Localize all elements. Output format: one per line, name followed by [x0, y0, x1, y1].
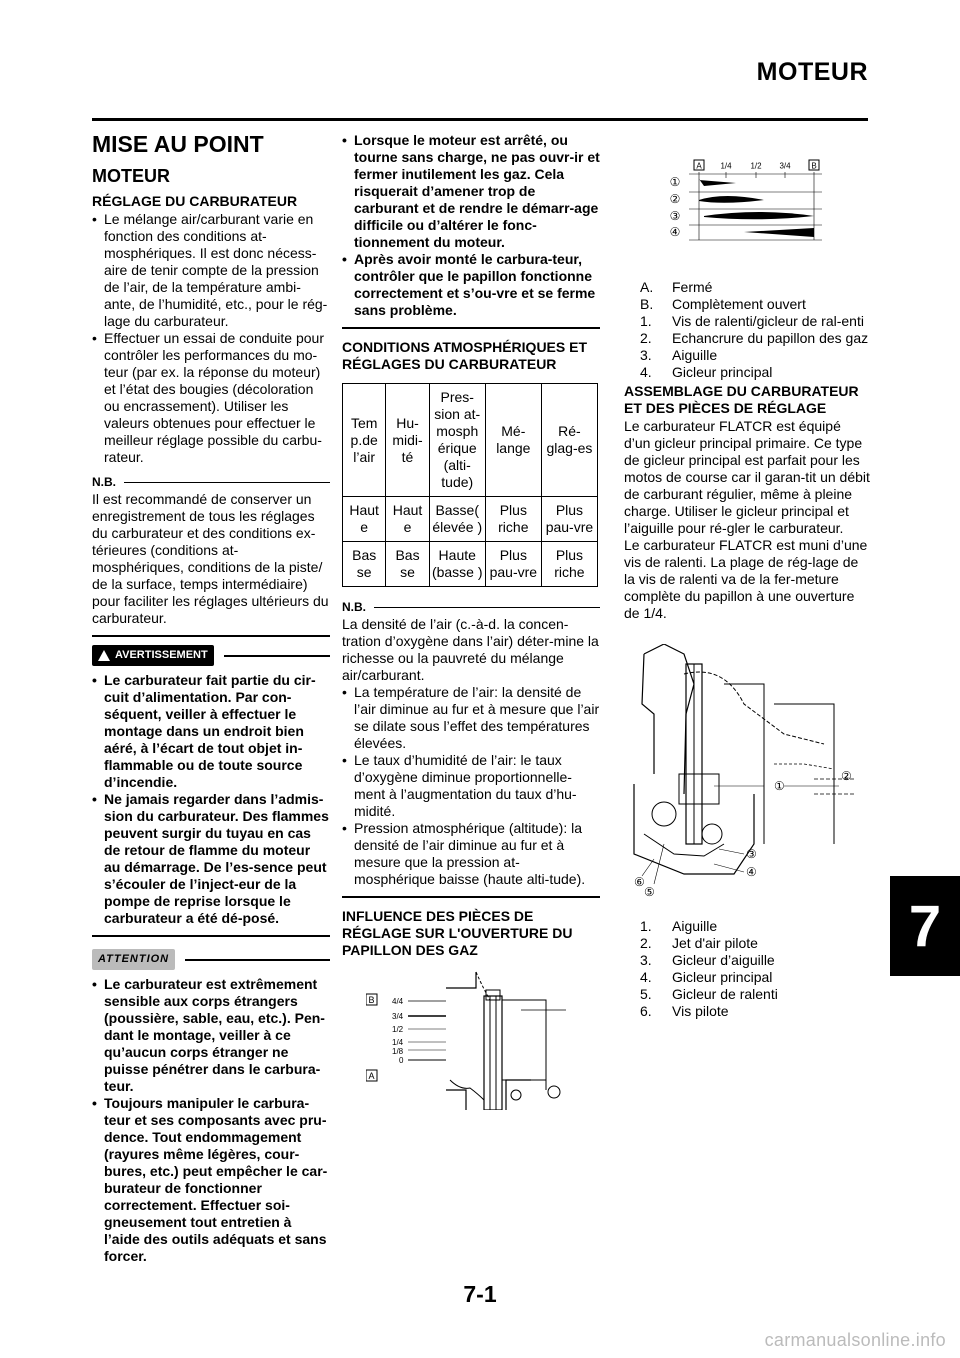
- table-header-cell: Tem p.de l’air: [343, 384, 386, 497]
- list-item: • Lorsque le moteur est arrêté, ou tourne sans charge, ne pas ouvr-ir et fermer inutilement les gaz. Cela risquerait d’amener trop de carburant et de rendre le démarr-age difficile ou d’altérer le fonc-tionnement du moteur.: [342, 132, 600, 251]
- chart-bar-pilot: [699, 179, 736, 186]
- nb-heading: [92, 474, 330, 491]
- divider: [342, 327, 600, 329]
- attention-heading: [92, 949, 330, 970]
- column-middle: [342, 128, 600, 1114]
- list-item: • Après avoir monté le carbura-teur, contrôler que le papillon fonctionne correctement et s’ou-vre et se ferme sans problème.: [342, 251, 600, 319]
- table-cell: Haut e: [343, 497, 386, 542]
- legend-item: B. Complètement ouvert: [640, 296, 806, 312]
- callout-5: ⑤: [644, 885, 655, 899]
- table-header-row: [343, 384, 598, 497]
- nb-heading: [342, 599, 600, 616]
- chart-legend: [640, 279, 870, 381]
- chart-row-label: ②: [669, 192, 681, 206]
- list-item: 1. Aiguille: [640, 918, 718, 934]
- legend-item: 2. Echancrure du papillon des gaz: [640, 330, 869, 346]
- list-item: • Le carburateur est extrêmement sensible aux corps étrangers (poussière, sable, eau, etc.). Pen-dant le montage, veiller à ce qu’aucun corps étranger ne puisse pénétrer dans le carbura-teur.: [92, 976, 330, 1095]
- table-cell: Bas se: [386, 542, 429, 587]
- nb-label: N.B.: [92, 475, 116, 489]
- table-cell: Plus pau-vre: [485, 542, 541, 587]
- parts-list: [640, 918, 870, 1020]
- callout-6: ⑥: [634, 875, 645, 889]
- callout-3: ③: [746, 847, 757, 861]
- header-title: MOTEUR: [756, 58, 868, 86]
- table-header-cell: Mé-lange: [485, 384, 541, 497]
- watermark: carmanualsonline.info: [764, 1330, 946, 1350]
- column-left: [92, 128, 330, 1265]
- subsection-title: MOTEUR: [92, 166, 170, 186]
- chart-tick-label: 1/2: [750, 161, 762, 171]
- nb-label: N.B.: [342, 600, 366, 614]
- assembly-paragraph: Le carburateur FLATCR est muni d’une vis de ralenti. La plage de rég-lage de la vis de ralenti va de la fer-meture complète du papillon à une ouverture de 1/4.: [624, 537, 868, 621]
- table-cell: Haute (basse ): [429, 542, 485, 587]
- warning-triangle-icon: [98, 650, 110, 661]
- adjustment-range-chart: [664, 158, 884, 253]
- carburetor-diagram: [624, 644, 854, 904]
- scale-label: 3/4: [392, 1012, 404, 1021]
- list-item: • Le mélange air/carburant varie en fonction des conditions at-mosphériques. Il est donc nécess-aire de tenir compte de la pression de l’air, de la température ambi-ante, de l’humidité, etc., pour le rég-lage du carburateur.: [92, 211, 330, 330]
- scale-label: 1/4: [392, 1038, 404, 1047]
- intro-list: [92, 211, 330, 466]
- table-cell: Plus riche: [541, 542, 597, 587]
- chart-letter-b: B: [811, 161, 817, 171]
- list-item: • Effectuer un essai de conduite pour contrôler les performances du mo-teur (par ex. la réponse du moteur) et l’état des bougies (décoloration ou encrassement). Utiliser les valeurs obtenues pour effectuer le meilleur réglage possible du carbu-rateur.: [92, 330, 330, 466]
- diagram-letter-a: A: [368, 1071, 375, 1081]
- callout-4: ④: [746, 865, 757, 879]
- topic-title: RÉGLAGE DU CARBURATEUR: [92, 193, 298, 209]
- table-header-cell: Pres-sion at-mosph érique (alti-tude): [429, 384, 485, 497]
- list-item: • Le taux d’humidité de l’air: le taux d’oxygène diminue proportionnelle-ment à l’augmentation du taux d’hu-midité.: [342, 752, 600, 820]
- throttle-opening-diagram: [366, 970, 576, 1110]
- divider: [92, 935, 330, 937]
- list-item: • Le carburateur fait partie du cir-cuit d’alimentation. Par con-séquent, veiller à effectuer le montage dans un endroit bien aéré, à l’écart de tout objet in-flammable ou de toute source d’incendie.: [92, 672, 330, 791]
- nb-text: La densité de l’air (c.-à-d. la concen-tration d’oxygène dans l’air) déter-mine la richesse ou la pauvreté du mélange air/carburant.: [342, 616, 599, 683]
- table-row: [343, 542, 598, 587]
- divider: [92, 635, 330, 637]
- header-rule: [92, 118, 868, 121]
- assembly-title: ASSEMBLAGE DU CARBURATEUR ET DES PIÈCES DE RÉGLAGE: [624, 383, 859, 416]
- diagram-letter-b: B: [368, 995, 375, 1005]
- chart-row-label: ③: [669, 209, 681, 223]
- legend-item: 1. Vis de ralenti/gicleur de ral-enti: [640, 313, 864, 329]
- attention-list-continued: [342, 132, 600, 319]
- table-row: [343, 497, 598, 542]
- chart-bar-needle: [704, 212, 814, 219]
- influence-title: INFLUENCE DES PIÈCES DE RÉGLAGE SUR L'OUVERTURE DU PAPILLON DES GAZ: [342, 908, 573, 958]
- table-cell: Basse( élevée ): [429, 497, 485, 542]
- callout-2: ②: [841, 769, 852, 783]
- table-header-cell: Hu-midi-té: [386, 384, 429, 497]
- chart-tick-label: 3/4: [779, 161, 791, 171]
- nb-text: Il est recommandé de conserver un enregistrement de tous les réglages du carburateur et des conditions ex-térieures (conditions at-mosphériques, conditions de la piste/ de la surface, temps intermédiaire) pour faciliter les réglages ultérieurs du carburateur.: [92, 491, 329, 626]
- chapter-tab: 7: [890, 876, 960, 976]
- chart-tick-label: 1/4: [720, 161, 732, 171]
- column-right: [624, 128, 870, 1020]
- attention-badge: ATTENTION: [92, 949, 175, 970]
- chart-bar-main-jet: [744, 228, 814, 237]
- table-cell: Haut e: [386, 497, 429, 542]
- list-item: • La température de l’air: la densité de l’air diminue au fur et à mesure que l’air se dilate sous l’effet des températures élevées.: [342, 684, 600, 752]
- list-item: 2. Jet d'air pilote: [640, 935, 758, 951]
- list-item: • Pression atmosphérique (altitude): la densité de l’air diminue au fur et à mesure que la pression at-mosphérique baisse (haute alti-tude).: [342, 820, 600, 888]
- table-cell: Bas se: [343, 542, 386, 587]
- warning-badge: [92, 645, 214, 666]
- legend-item: 4. Gicleur principal: [640, 364, 773, 380]
- warning-heading: [92, 645, 330, 666]
- page-number: 7-1: [463, 1281, 497, 1307]
- chart-bar-cutaway: [699, 196, 764, 203]
- table-cell: Plus riche: [485, 497, 541, 542]
- callout-1: ①: [774, 779, 785, 793]
- nb-list: [342, 684, 600, 888]
- divider: [342, 896, 600, 898]
- list-item: • Toujours manipuler le carbura-teur et ses composants avec pru-dence. Tout endommagement (rayures même légères, cour-bures, etc.) peut empêcher le car-burateur de fonctionner correctement. Effectuer soi-gneusement tout entretien à l’aide des outils adéquats et sans forcer.: [92, 1095, 330, 1265]
- warning-label: AVERTISSEMENT: [115, 649, 208, 661]
- chart-row-label: ①: [669, 175, 681, 189]
- attention-list: [92, 976, 330, 1265]
- table-cell: Plus pau-vre: [541, 497, 597, 542]
- list-item: • Ne jamais regarder dans l’admis-sion du carburateur. Des flammes peuvent surgir du tuyau en cas de retour de flamme du moteur au démarrage. De l’es-sence peut s’écouler de l’inject-eur de la pompe de reprise lorsque le carburateur a été dé-posé.: [92, 791, 330, 927]
- scale-label: 4/4: [392, 997, 404, 1006]
- list-item: 6. Vis pilote: [640, 1003, 729, 1019]
- section-title: MISE AU POINT: [92, 131, 264, 157]
- chart-row-label: ④: [669, 225, 681, 239]
- list-item: 3. Gicleur d’aiguille: [640, 952, 775, 968]
- chart-letter-a: A: [696, 161, 702, 171]
- list-item: 5. Gicleur de ralenti: [640, 986, 778, 1002]
- scale-label: 1/2: [392, 1025, 404, 1034]
- conditions-table: [342, 383, 598, 587]
- table-header-cell: Ré-glag-es: [541, 384, 597, 497]
- scale-label: 0: [399, 1056, 404, 1065]
- conditions-title: CONDITIONS ATMOSPHÉRIQUES ET RÉGLAGES DU CARBURATEUR: [342, 339, 588, 372]
- legend-item: A. Fermé: [640, 279, 713, 295]
- legend-item: 3. Aiguille: [640, 347, 718, 363]
- warning-list: [92, 672, 330, 927]
- list-item: 4. Gicleur principal: [640, 969, 773, 985]
- assembly-paragraph: Le carburateur FLATCR est équipé d’un gicleur principal primaire. Ce type de gicleur principal est parfait pour les motos de course car il garan-tit un débit de carburant régulier, même à pleine charge. Utiliser le gicleur principal et l’aiguille pour ré-gler le carburateur.: [624, 418, 870, 536]
- scale-label: 1/8: [392, 1047, 404, 1056]
